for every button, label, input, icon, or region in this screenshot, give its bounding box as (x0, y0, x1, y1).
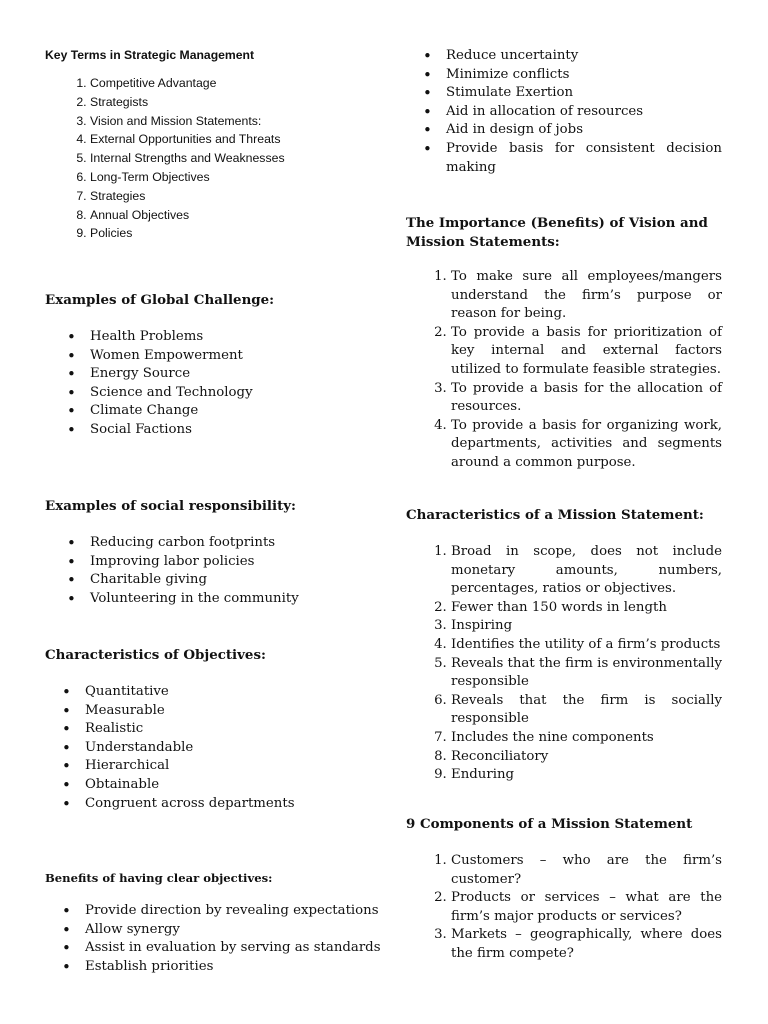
list-item: • Minimize conflicts (446, 66, 722, 85)
list-item: • Assist in evaluation by serving as standards (85, 939, 385, 958)
list-item: 6. Long-Term Objectives (90, 168, 385, 187)
mission-characteristics-section (406, 506, 722, 785)
components-heading: 9 Components of a Mission Statement (406, 816, 693, 832)
social-responsibility-section (45, 497, 385, 608)
list-item: 4. To provide a basis for organizing work, departments, activities and segments around a common purpose. (451, 417, 722, 473)
list-item: • Congruent across departments (85, 795, 385, 814)
list-item: • Energy Source (90, 365, 385, 384)
global-challenge-heading: Examples of Global Challenge: (45, 292, 275, 308)
importance-list (406, 268, 722, 473)
objectives-section (45, 646, 385, 813)
list-item: • Social Factions (90, 421, 385, 440)
importance-heading (406, 214, 722, 252)
list-item: • Allow synergy (85, 921, 385, 940)
list-item: • Realistic (85, 720, 385, 739)
list-item: 6. Reveals that the firm is socially responsible (451, 692, 722, 729)
mission-characteristics-heading: Characteristics of a Mission Statement: (406, 507, 704, 523)
social-responsibility-heading: Examples of social responsibility: (45, 498, 296, 514)
list-item: • Provide basis for consistent decision making (446, 140, 722, 177)
mission-characteristics-list (406, 543, 722, 785)
key-terms-section (45, 46, 385, 243)
list-item: 1. Broad in scope, does not include monetary amounts, numbers, percentages, ratios or objectives. (451, 543, 722, 599)
list-item: 1. Customers – who are the firm’s customer? (451, 852, 722, 889)
list-item: • Quantitative (85, 683, 385, 702)
components-section (406, 815, 722, 964)
list-item: • Climate Change (90, 402, 385, 421)
list-item: • Understandable (85, 739, 385, 758)
global-challenge-list (45, 328, 385, 440)
list-item: 5. Internal Strengths and Weaknesses (90, 149, 385, 168)
list-item: • Measurable (85, 702, 385, 721)
continued-benefits-list (406, 47, 722, 177)
components-list (406, 852, 722, 964)
list-item: • Improving labor policies (90, 553, 385, 572)
list-item: 7. Includes the nine components (451, 729, 722, 748)
list-item: 8. Reconciliatory (451, 748, 722, 767)
list-item: • Women Empowerment (90, 347, 385, 366)
list-item: 3. To provide a basis for the allocation of resources. (451, 380, 722, 417)
list-item: • Stimulate Exertion (446, 84, 722, 103)
list-item: 4. External Opportunities and Threats (90, 130, 385, 149)
key-terms-heading: Key Terms in Strategic Management (45, 48, 255, 62)
list-item: 8. Annual Objectives (90, 206, 385, 225)
list-item: • Hierarchical (85, 757, 385, 776)
clear-objectives-list (45, 902, 385, 976)
list-item: 2. To provide a basis for prioritization of key internal and external factors utilized to formulate feasible strategies. (451, 324, 722, 380)
list-item: • Reduce uncertainty (446, 47, 722, 66)
list-item: • Volunteering in the community (90, 590, 385, 609)
social-responsibility-list (45, 534, 385, 608)
list-item: 3. Inspiring (451, 617, 722, 636)
list-item: 2. Products or services – what are the firm’s major products or services? (451, 889, 722, 926)
list-item: 5. Reveals that the firm is environmentally responsible (451, 655, 722, 692)
clear-objectives-heading: Benefits of having clear objectives: (45, 871, 273, 885)
list-item: 9. Policies (90, 224, 385, 243)
key-terms-list (45, 74, 385, 243)
list-item: 1. To make sure all employees/mangers understand the firm’s purpose or reason for being. (451, 268, 722, 324)
objectives-heading: Characteristics of Objectives: (45, 647, 266, 663)
clear-objectives-section (45, 869, 385, 976)
importance-heading-line1: The Importance (Benefits) of Vision and (406, 215, 708, 231)
list-item: • Science and Technology (90, 384, 385, 403)
list-item: 3. Markets – geographically, where does the firm compete? (451, 926, 722, 963)
list-item: • Health Problems (90, 328, 385, 347)
list-item: • Obtainable (85, 776, 385, 795)
list-item: 9. Enduring (451, 766, 722, 785)
importance-section (406, 214, 722, 473)
list-item: 2. Fewer than 150 words in length (451, 599, 722, 618)
list-item: 1. Competitive Advantage (90, 74, 385, 93)
list-item: 2. Strategists (90, 93, 385, 112)
list-item: 3. Vision and Mission Statements: (90, 112, 385, 131)
list-item: 4. Identifies the utility of a firm’s products (451, 636, 722, 655)
list-item: • Establish priorities (85, 958, 385, 977)
list-item: • Provide direction by revealing expectations (85, 902, 385, 921)
list-item: 7. Strategies (90, 187, 385, 206)
list-item: • Aid in allocation of resources (446, 103, 722, 122)
list-item: • Charitable giving (90, 571, 385, 590)
global-challenge-section (45, 291, 385, 440)
continued-benefits-section (406, 47, 722, 177)
objectives-list (45, 683, 385, 813)
list-item: • Reducing carbon footprints (90, 534, 385, 553)
importance-heading-line2: Mission Statements: (406, 234, 560, 250)
list-item: • Aid in design of jobs (446, 121, 722, 140)
